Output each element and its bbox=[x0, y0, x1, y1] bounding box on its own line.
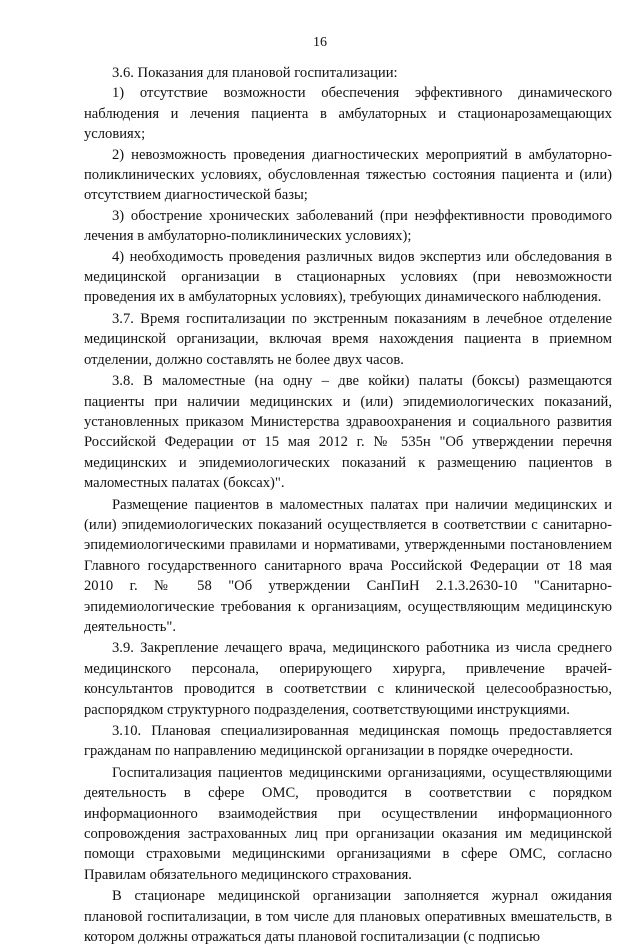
section-3-7-paragraph: 3.7. Время госпитализации по экстренным показаниям в лечебное отделение медицинской организации, включая время нахождения пациента в приемном отделении, должно составлять не более двух часов. bbox=[84, 310, 612, 368]
section-3-10-paragraph: 3.10. Плановая специализированная медицинская помощь предоставляется гражданам по направлению медицинской организации в порядке очередности. bbox=[84, 723, 612, 760]
document-body bbox=[84, 63, 612, 947]
indication-item-1: 1) отсутствие возможности обеспечения эффективного динамического наблюдения и лечения пациента в амбулаторных и стационарозамещающих условиях; bbox=[84, 85, 612, 143]
indication-item-2: 2) невозможность проведения диагностических мероприятий в амбулаторно-поликлинических условиях, обусловленная тяжестью состояния пациента и (или) отсутствием диагностической базы; bbox=[84, 146, 612, 204]
indication-item-4: 4) необходимость проведения различных видов экспертиз или обследования в медицинской организации в стационарных условиях (при невозможности проведения их в амбулаторных условиях), требующих динамического наблюдения. bbox=[84, 248, 612, 306]
waiting-journal-paragraph: В стационаре медицинской организации заполняется журнал ожидания плановой госпитализации, в том числе для плановых оперативных вмешательств, в котором должны отражаться даты плановой госпитализации (с подписью bbox=[84, 888, 612, 946]
indication-item-3: 3) обострение хронических заболеваний (при неэффективности проводимого лечения в амбулаторно-поликлинических условиях); bbox=[84, 207, 612, 245]
section-3-6-heading: 3.6. Показания для плановой госпитализации: bbox=[112, 65, 398, 81]
page-number: 16 bbox=[313, 35, 327, 50]
hospitalization-oms-paragraph: Госпитализация пациентов медицинскими организациями, осуществляющими деятельность в сфере ОМС, проводится в соответствии с порядком информационного взаимодействия при осуществлении информационного сопровождения застрахованных лиц при организации оказания им медицинской помощи страховыми медицинскими организациями в сфере ОМС, согласно Правилам обязательного медицинского страхования. bbox=[84, 764, 612, 883]
placement-paragraph: Размещение пациентов в маломестных палатах при наличии медицинских и (или) эпидемиологических показаний осуществляется в соответствии с санитарно-эпидемиологическими правилами и нормативами, утвержденными постановлением Главного государственного санитарного врача Российской Федерации от 18 мая 2010 г. № 58 "Об утверждении СанПиН 2.1.3.2630-10 "Санитарно-эпидемиологические требования к организациям, осуществляющим медицинскую деятельность". bbox=[84, 496, 612, 635]
section-3-8-paragraph: 3.8. В маломестные (на одну – две койки) палаты (боксы) размещаются пациенты при наличии медицинских и (или) эпидемиологических показаний, установленных приказом Министерства здравоохранения и социального развития Российской Федерации от 15 мая 2012 г. № 535н "Об утверждении перечня медицинских и эпидемиологических показаний к размещению пациентов в маломестных палатах (боксах)". bbox=[84, 373, 612, 492]
section-3-9-paragraph: 3.9. Закрепление лечащего врача, медицинского работника из числа среднего медицинского персонала, оперирующего хирурга, привлечение врачей-консультантов проводится в соответствии с клинической целесообразностью, распорядком структурного подразделения, соответствующими инструкциями. bbox=[84, 640, 612, 718]
